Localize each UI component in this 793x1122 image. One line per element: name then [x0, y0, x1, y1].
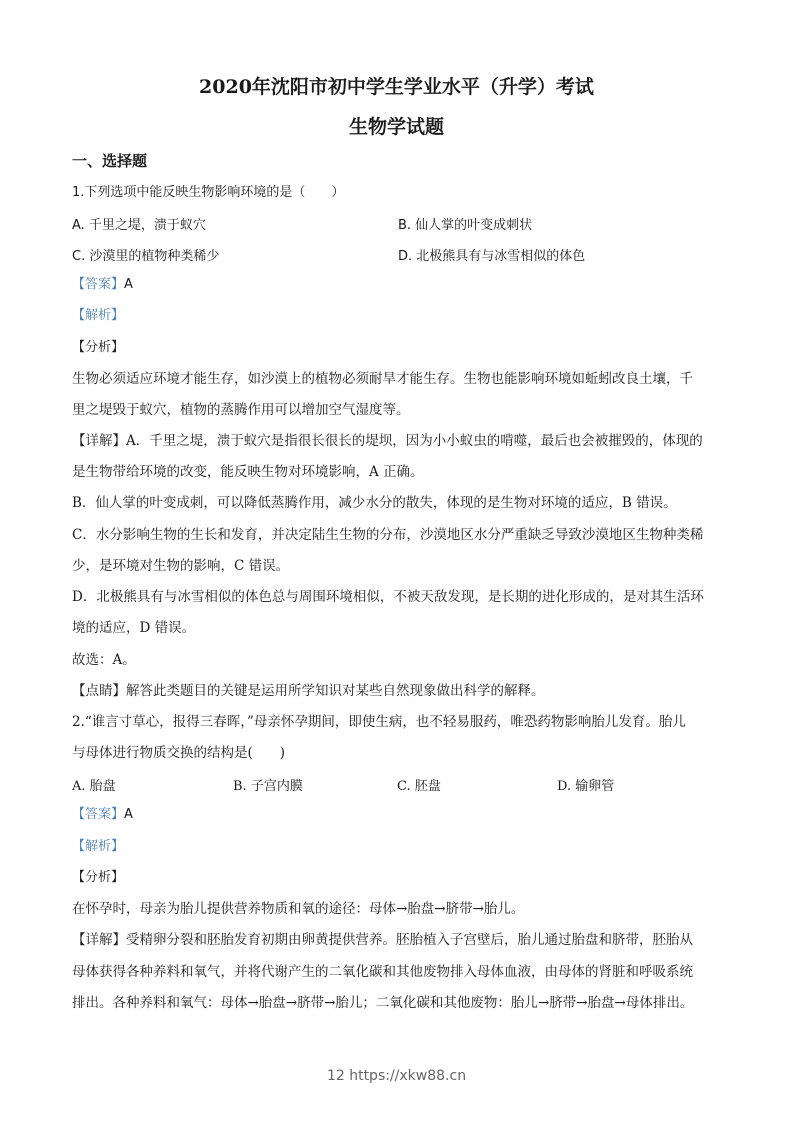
q1-tip: 【点睛】解答此类题目的关键是运用所学知识对某些自然现象做出科学的解释。	[72, 683, 545, 699]
q2-fenxi-tag: 【分析】	[72, 870, 125, 885]
q2-option-c: C. 胚盘	[397, 779, 441, 794]
answer-value: A	[124, 807, 133, 822]
q2-stem-line: 2.“谁言寸草心，报得三春晖，”母亲怀孕期间，即使生病，也不轻易服药，唯恐药物影响胎儿发育。胎儿	[72, 714, 686, 730]
page-footer: 12 https://xkw88.cn	[326, 1068, 467, 1084]
q1-jiexi-tag: 【解析】	[72, 308, 125, 323]
q1-detail-line: 是生物带给环境的改变，能反映生物对环境影响，A 正确。	[72, 464, 424, 480]
section-heading: 一、选择题	[72, 152, 148, 170]
page-title: 2020年沈阳市初中学生学业水平（升学）考试	[199, 76, 594, 98]
q1-answer	[72, 276, 133, 294]
q1-detail-line: C．水分影响生物的生长和发育，并决定陆生生物的分布，沙漠地区水分严重缺乏导致沙漠地区生物种类稀	[72, 527, 704, 543]
page-subtitle: 生物学试题	[348, 116, 444, 138]
q2-stem-line: 与母体进行物质交换的结构是( )	[72, 745, 286, 761]
q1-detail-line: 【详解】A．千里之堤，溃于蚁穴是指很长很长的堤坝，因为小小蚁虫的啃噬，最后也会被摧毁的，体现的	[72, 433, 703, 449]
q2-option-d: D. 输卵管	[557, 779, 615, 794]
q1-detail-line: D．北极熊具有与冰雪相似的体色总与周围环境相似，不被天敌发现，是长期的进化形成的，是对其生活环	[72, 589, 704, 605]
q1-conclusion: 故选：A。	[72, 652, 136, 668]
q2-detail-line: 【详解】受精卵分裂和胚胎发育初期由卵黄提供营养。胚胎植入子宫壁后，胎儿通过胎盘和脐带，胚胎从	[72, 932, 693, 948]
q1-detail-line: B．仙人掌的叶变成刺，可以降低蒸腾作用，减少水分的散失，体现的是生物对环境的适应，B 错误。	[72, 495, 677, 511]
q1-detail-line: 少，是环境对生物的影响，C 错误。	[72, 558, 290, 574]
answer-tag: 【答案】	[72, 277, 125, 292]
q1-option-b: B. 仙人掌的叶变成刺状	[398, 218, 533, 233]
q2-jiexi-tag: 【解析】	[72, 839, 125, 854]
q2-fenxi-line: 在怀孕时，母亲为胎儿提供营养物质和氧的途径：母体→胎盘→脐带→胎儿。	[72, 901, 525, 917]
q1-detail-line: 境的适应，D 错误。	[72, 620, 196, 636]
q1-option-c: C. 沙漠里的植物种类稀少	[72, 249, 220, 264]
q1-stem: 1.下列选项中能反映生物影响环境的是（ ）	[72, 185, 345, 200]
q1-option-d: D. 北极熊具有与冰雪相似的体色	[398, 249, 586, 264]
answer-value: A	[124, 277, 133, 292]
q1-fenxi-line: 里之堤毁于蚁穴，植物的蒸腾作用可以增加空气湿度等。	[72, 402, 410, 418]
q1-fenxi-tag: 【分析】	[72, 340, 125, 355]
q2-detail-line: 母体获得各种养料和氧气，并将代谢产生的二氧化碳和其他废物排入母体血液，由母体的肾脏和呼吸系统	[72, 964, 693, 980]
q1-option-a: A. 千里之堤，溃于蚁穴	[72, 218, 206, 233]
q2-answer	[72, 806, 133, 824]
q2-option-a: A. 胎盘	[72, 779, 116, 794]
q2-detail-line: 排出。各种养料和氧气：母体→胎盘→脐带→胎儿；二氧化碳和其他废物：胎儿→脐带→胎盘→母体排出。	[72, 995, 694, 1011]
q2-option-b: B. 子宫内膜	[233, 779, 303, 794]
answer-tag: 【答案】	[72, 807, 125, 822]
q1-fenxi-line: 生物必须适应环境才能生存，如沙漠上的植物必须耐旱才能生存。生物也能影响环境如蚯蚓改良土壤，千	[72, 371, 693, 387]
